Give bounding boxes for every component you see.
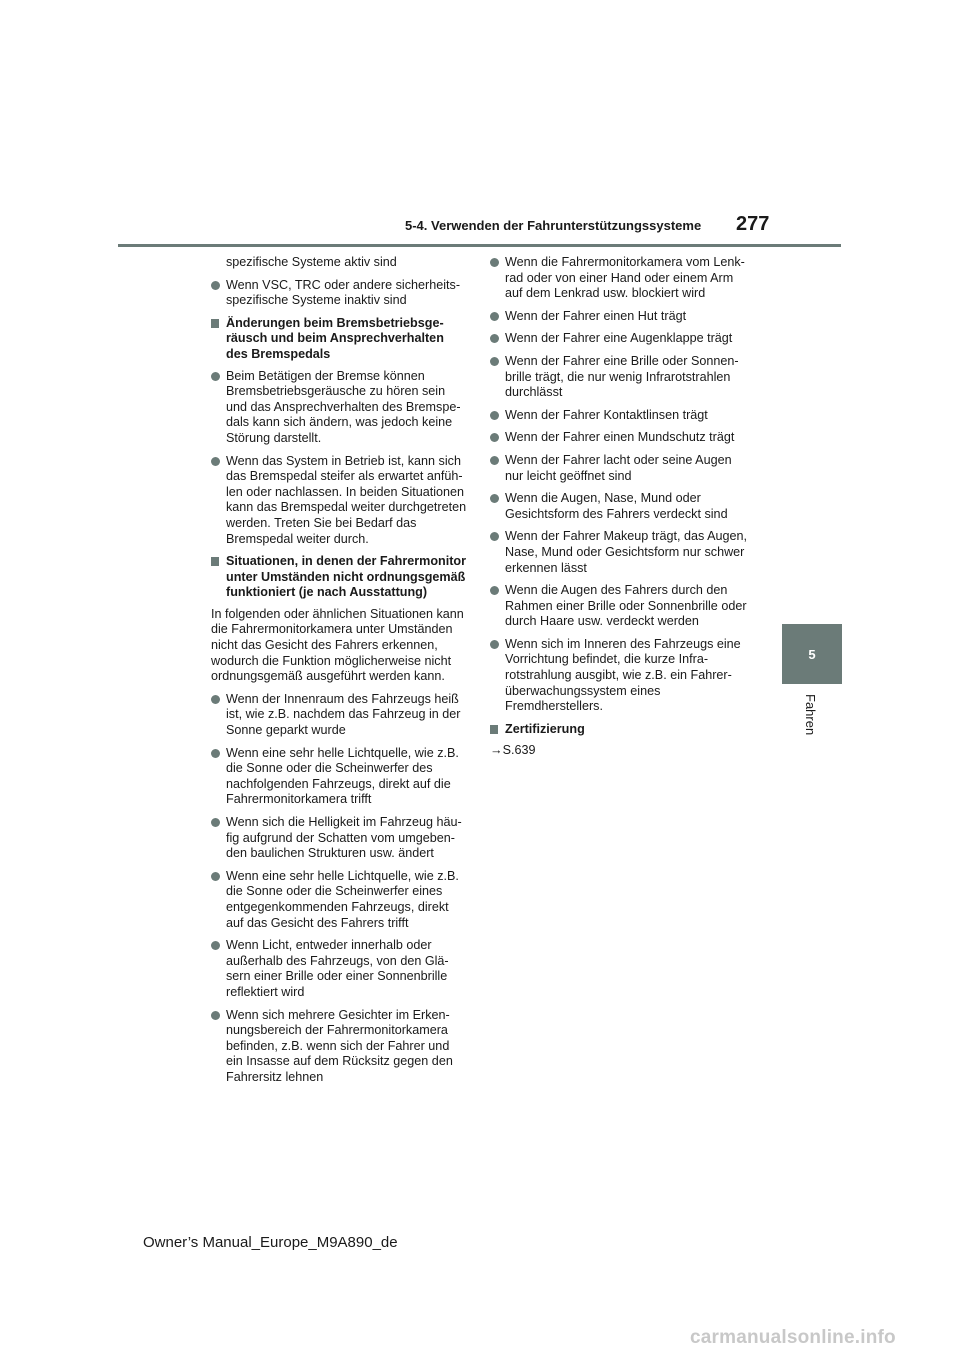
- left-column: [211, 255, 469, 1093]
- list-item-text: Wenn der Fahrer Makeup trägt, das Augen, Nase, Mund oder Gesichtsform nur schwer erkennen lässt: [505, 529, 747, 575]
- chapter-number: 5: [808, 646, 816, 662]
- list-item: [211, 746, 469, 808]
- bullet-icon: [211, 281, 220, 290]
- bullet-icon: [211, 695, 220, 704]
- section-heading-text: Situationen, in denen der Fahrermonitor unter Umständen nicht ordnungsgemäß funktioniert (je nach Ausstattung): [226, 554, 467, 600]
- list-item-text: Wenn sich die Helligkeit im Fahrzeug häu-fig aufgrund der Schatten vom umgeben-den baulichen Strukturen usw. ändert: [226, 815, 462, 861]
- bullet-icon: [211, 1011, 220, 1020]
- bullet-icon: [490, 411, 499, 420]
- list-item: [211, 938, 469, 1000]
- list-item-text: Wenn eine sehr helle Lichtquelle, wie z.B. die Sonne oder die Scheinwerfer eines entgegenkommenden Fahrzeugs, direkt auf das Gesicht des Fahrers trifft: [226, 868, 459, 930]
- list-item: [490, 491, 748, 522]
- list-item-text: Wenn die Augen, Nase, Mund oder Gesichtsform des Fahrers verdeckt sind: [505, 491, 728, 521]
- list-item: [490, 637, 748, 715]
- watermark: carmanualsonline.info: [690, 1327, 896, 1348]
- section-title: 5-4. Verwenden der Fahrunterstützungssysteme: [405, 218, 702, 233]
- list-item: [490, 408, 748, 424]
- list-item: [211, 815, 469, 862]
- list-item: [211, 869, 469, 931]
- list-item-text: Wenn der Fahrer einen Hut trägt: [505, 308, 687, 323]
- manual-id-footer: Owner’s Manual_Europe_M9A890_de: [143, 1234, 398, 1251]
- list-item-text: Wenn der Fahrer einen Mundschutz trägt: [505, 430, 735, 445]
- list-item: [490, 309, 748, 325]
- right-column: [490, 255, 748, 759]
- bullet-icon: [490, 433, 499, 442]
- bullet-icon: [490, 532, 499, 541]
- list-item-text: Wenn die Fahrermonitorkamera vom Lenk-rad oder von einer Hand oder einem Arm auf dem Lenkrad usw. blockiert wird: [505, 255, 745, 301]
- chapter-label: [786, 694, 836, 744]
- bullet-icon: [490, 640, 499, 649]
- list-item: [211, 454, 469, 548]
- list-item: [490, 430, 748, 446]
- list-item-text: Wenn der Fahrer eine Brille oder Sonnen-brille trägt, die nur wenig Infrarotstrahlen durchlässt: [505, 353, 739, 400]
- list-item: [490, 453, 748, 484]
- list-item: [490, 331, 748, 347]
- list-item: [490, 529, 748, 576]
- list-item: [211, 1008, 469, 1086]
- list-item: [490, 255, 748, 302]
- square-bullet-icon: [211, 319, 219, 328]
- list-item: [211, 278, 469, 309]
- bullet-icon: [490, 334, 499, 343]
- list-item-text: Wenn sich im Inneren des Fahrzeugs eine Vorrichtung befindet, die kurze Infra-rotstrahlung ausgibt, wie z.B. ein Fahrer-überwachungssystem eines Fremdherstellers.: [505, 636, 741, 714]
- chapter-tab[interactable]: [782, 624, 842, 684]
- page-number: 277: [736, 213, 770, 235]
- list-item-text: Wenn Licht, entweder innerhalb oder außerhalb des Fahrzeugs, von den Glä-sern einer Brille oder einer Sonnenbrille reflektiert wird: [226, 938, 449, 999]
- bullet-icon: [211, 818, 220, 827]
- square-bullet-icon: [490, 725, 498, 734]
- list-item-text: Wenn der Fahrer lacht oder seine Augen nur leicht geöffnet sind: [505, 452, 732, 483]
- bullet-icon: [490, 357, 499, 366]
- section-heading-text: Änderungen beim Bremsbetriebsge-räusch und beim Ansprechverhalten des Bremspedals: [226, 315, 444, 361]
- page-reference-link[interactable]: →S.639: [490, 743, 536, 758]
- list-item-text: Wenn das System in Betrieb ist, kann sich das Bremspedal steifer als erwartet anfüh-len oder nachlassen. In beiden Situationen kann das Bremspedal weiter durchgetreten werden. Treten Sie bei Bedarf das Bremspedal weiter durch.: [226, 453, 467, 546]
- list-item-text: Beim Betätigen der Bremse können Bremsbetriebsgeräusche zu hören sein und das Ansprechverhalten des Bremspe-dals kann sich ändern, was jedoch keine Störung darstellt.: [226, 368, 461, 445]
- list-item: [211, 369, 469, 447]
- intro-paragraph: In folgenden oder ähnlichen Situationen kann die Fahrermonitorkamera unter Umständen nicht das Gesicht des Fahrers erkennen, wodurch die Funktion möglicherweise nicht ordnungsgemäß ausgeführt werden kann.: [211, 606, 464, 684]
- list-item-text: Wenn der Innenraum des Fahrzeugs heiß ist, wie z.B. nachdem das Fahrzeug in der Sonne geparkt wurde: [226, 691, 461, 738]
- bullet-icon: [211, 749, 220, 758]
- bullet-icon: [211, 941, 220, 950]
- bullet-icon: [490, 312, 499, 321]
- list-item-text: Wenn sich mehrere Gesichter im Erken-nungsbereich der Fahrermonitorkamera befinden, z.B. wenn sich der Fahrer und ein Insasse auf dem Rücksitz gegen den Fahrersitz lehnen: [226, 1007, 453, 1084]
- chapter-label-text: Fahren: [803, 694, 818, 736]
- bullet-icon: [211, 372, 220, 381]
- bullet-icon: [490, 586, 499, 595]
- continuation-text: spezifische Systeme aktiv sind: [226, 255, 397, 269]
- list-item-text: Wenn der Fahrer Kontaktlinsen trägt: [505, 407, 708, 422]
- bullet-icon: [211, 457, 220, 466]
- header-divider: [118, 244, 841, 247]
- list-item-text: Wenn eine sehr helle Lichtquelle, wie z.B. die Sonne oder die Scheinwerfer des nachfolgenden Fahrzeugs, direkt auf die Fahrermonitorkamera trifft: [226, 745, 459, 807]
- list-item: [490, 354, 748, 401]
- list-item-text: Wenn der Fahrer eine Augenklappe trägt: [505, 331, 733, 346]
- list-item: [211, 692, 469, 739]
- square-bullet-icon: [211, 557, 219, 566]
- bullet-icon: [490, 494, 499, 503]
- bullet-icon: [490, 456, 499, 465]
- section-heading: [211, 316, 469, 363]
- list-item-text: Wenn VSC, TRC oder andere sicherheits-spezifische Systeme inaktiv sind: [226, 277, 461, 308]
- bullet-icon: [490, 258, 499, 267]
- section-heading: [211, 554, 469, 601]
- bullet-icon: [211, 872, 220, 881]
- section-heading: [490, 722, 748, 738]
- list-item-text: Wenn die Augen des Fahrers durch den Rahmen einer Brille oder Sonnenbrille oder durch Haare usw. verdeckt werden: [505, 583, 747, 629]
- section-heading-text: Zertifizierung: [505, 721, 585, 736]
- list-item: [490, 583, 748, 630]
